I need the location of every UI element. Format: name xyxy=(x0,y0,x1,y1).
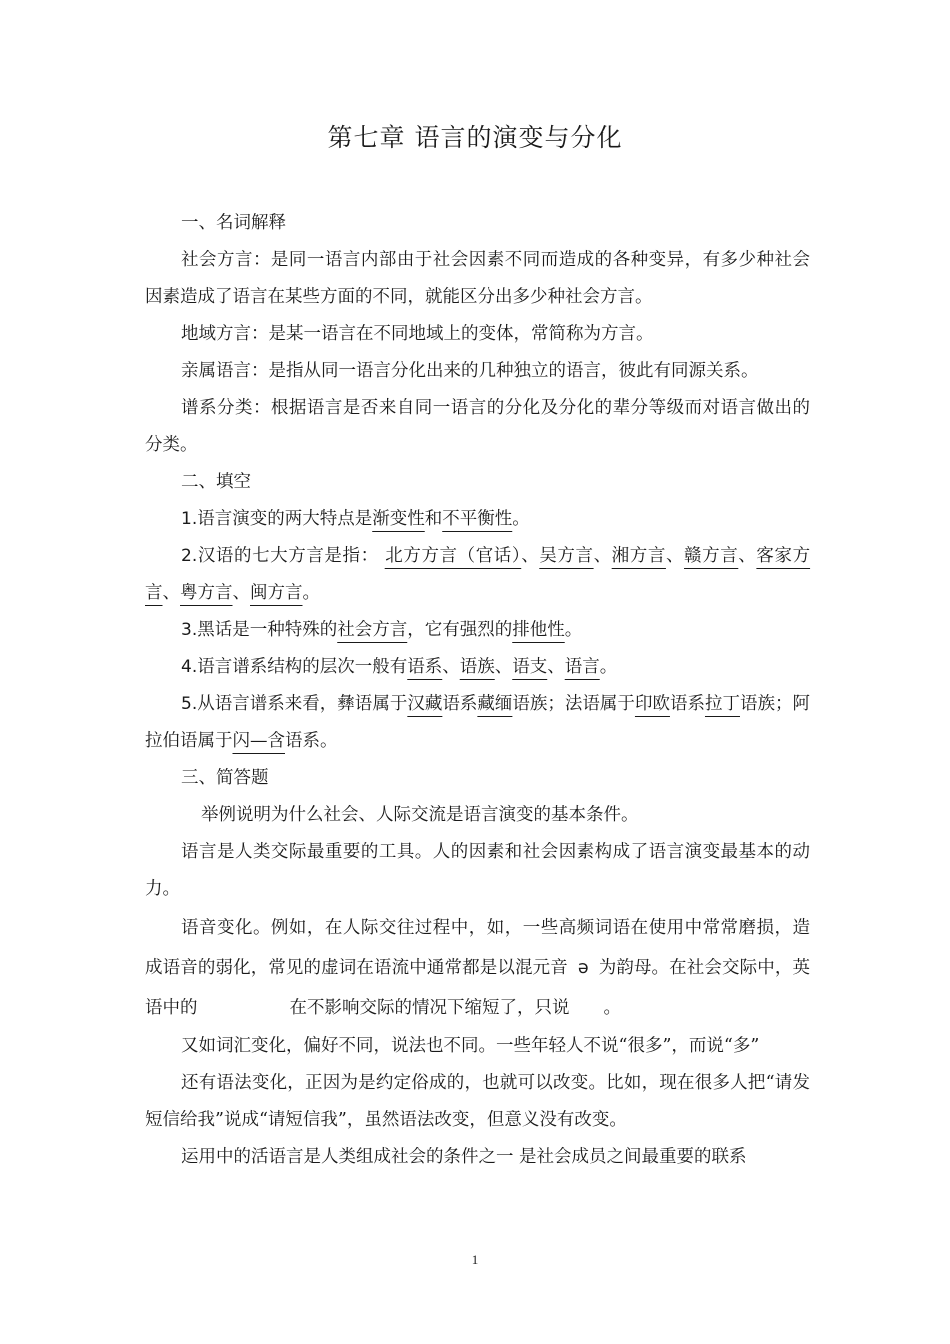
schwa-symbol: ə xyxy=(577,958,589,978)
separator: 、 xyxy=(593,546,612,566)
question-text: 从语言谱系来看，彝语属于 xyxy=(197,694,408,714)
answer-text: 语音变化。例如，在人际交往过程中，如，一些高频词语在使用中常常磨损，造成语音的弱化，常见的虚词在语流中通常都是以混元音 xyxy=(145,918,810,978)
answer-blank: 闽方言 xyxy=(250,583,303,603)
term-related-languages: 亲属语言：是指从同一语言分化出来的几种独立的语言，彼此有同源关系。 xyxy=(181,361,759,381)
question-text: 语言谱系结构的层次一般有 xyxy=(197,657,408,677)
answer-paragraph-3: 又如词汇变化，偏好不同，说法也不同。一些年轻人不说“很多”，而说“多” xyxy=(181,1036,760,1056)
answer-paragraph-2 xyxy=(145,908,810,1028)
answer-blank: 吴方言 xyxy=(539,546,594,566)
answer-blank: 赣方言 xyxy=(684,546,739,566)
answer-blank: 语支 xyxy=(512,657,548,677)
separator: 、 xyxy=(442,657,460,677)
question-text: 语族；法语属于 xyxy=(512,694,635,714)
page-number: 1 xyxy=(471,1252,479,1267)
answer-text: 在不影响交际的情况下缩短了，只说 xyxy=(289,998,570,1018)
separator: 、 xyxy=(494,657,513,677)
term-genealogical-classification: 谱系分类：根据语言是否来自同一语言的分化及分化的辈分等级而对语言做出的分类。 xyxy=(145,398,810,455)
section-heading-terms: 一、名词解释 xyxy=(181,213,286,233)
answer-blank: 客家方言 xyxy=(145,546,811,603)
question-text: 语族；阿拉伯语属于 xyxy=(145,694,811,751)
question-text: 。 xyxy=(564,620,583,640)
answer-paragraph-4: 还有语法变化，正因为是约定俗成的，也就可以改变。比如，现在很多人把“请发短信给我”说成“请短信我”，虽然语法改变，但意义没有改变。 xyxy=(145,1073,810,1130)
answer-blank: 藏缅 xyxy=(477,694,513,714)
answer-blank: 印欧 xyxy=(634,694,670,714)
answer-blank: 排他性 xyxy=(512,620,565,640)
answer-blank: 粤方言 xyxy=(180,583,233,603)
question-text: 。 xyxy=(599,657,618,677)
answer-blank: 语系 xyxy=(407,657,443,677)
question-text: 。 xyxy=(302,583,320,603)
answer-blank: 拉丁 xyxy=(704,694,740,714)
separator: 、 xyxy=(665,546,685,566)
separator: 、 xyxy=(521,546,540,566)
answer-blank: 闪—含 xyxy=(232,731,285,751)
question-text: 语言演变的两大特点是 xyxy=(197,509,373,529)
document-body xyxy=(145,205,810,1176)
separator: 、 xyxy=(232,583,250,603)
fill-question-3 xyxy=(145,612,810,649)
question-text: 和 xyxy=(424,509,443,529)
answer-text: 为韵母。在社会交际中，英语中的 xyxy=(145,958,810,1018)
question-number: 4. xyxy=(181,657,198,677)
answer-blank: 渐变性 xyxy=(372,509,425,529)
answer-blank: 语言 xyxy=(564,657,600,677)
term-regional-dialect: 地域方言：是某一语言在不同地域上的变体，常简称为方言。 xyxy=(181,324,654,344)
question-text: 。 xyxy=(512,509,530,529)
question-text: 汉语的七大方言是指： xyxy=(197,546,379,566)
answer-paragraph-1: 语言是人类交际最重要的工具。人的因素和社会因素构成了语言演变最基本的动力。 xyxy=(145,842,810,899)
term-social-dialect: 社会方言：是同一语言内部由于社会因素不同而造成的各种变异，有多少种社会因素造成了语言在某些方面的不同，就能区分出多少种社会方言。 xyxy=(145,250,810,307)
question-number: 3. xyxy=(181,620,198,640)
answer-blank: 社会方言 xyxy=(337,620,408,640)
fill-question-1 xyxy=(145,501,810,538)
question-number: 1. xyxy=(181,509,198,529)
fill-question-4 xyxy=(145,649,810,686)
question-number: 5. xyxy=(181,694,198,714)
answer-blank: 语族 xyxy=(459,657,495,677)
answer-blank: 汉藏 xyxy=(407,694,443,714)
answer-blank: 湘方言 xyxy=(611,546,666,566)
question-text: 黑话是一种特殊的 xyxy=(197,620,338,640)
separator: 、 xyxy=(547,657,565,677)
question-text: 语系 xyxy=(442,694,478,714)
section-heading-short-answer: 三、简答题 xyxy=(181,768,269,788)
question-text: 语系 xyxy=(669,694,705,714)
separator: 、 xyxy=(162,583,180,603)
question-text: ，它有强烈的 xyxy=(407,620,513,640)
section-heading-fill-in: 二、填空 xyxy=(181,472,251,492)
question-number: 2. xyxy=(181,546,198,566)
answer-blank: 北方方言（官话） xyxy=(384,546,522,566)
chapter-title: 第七章 语言的演变与分化 xyxy=(327,123,623,152)
fill-question-2 xyxy=(145,538,810,612)
fill-question-5 xyxy=(145,686,810,760)
answer-text: 。 xyxy=(603,998,621,1018)
short-answer-question: 举例说明为什么社会、人际交流是语言演变的基本条件。 xyxy=(201,805,639,825)
answer-paragraph-5: 运用中的活语言是人类组成社会的条件之一 是社会成员之间最重要的联系 xyxy=(181,1147,747,1167)
separator: 、 xyxy=(738,546,757,566)
answer-blank: 不平衡性 xyxy=(442,509,513,529)
question-text: 语系。 xyxy=(285,731,338,751)
